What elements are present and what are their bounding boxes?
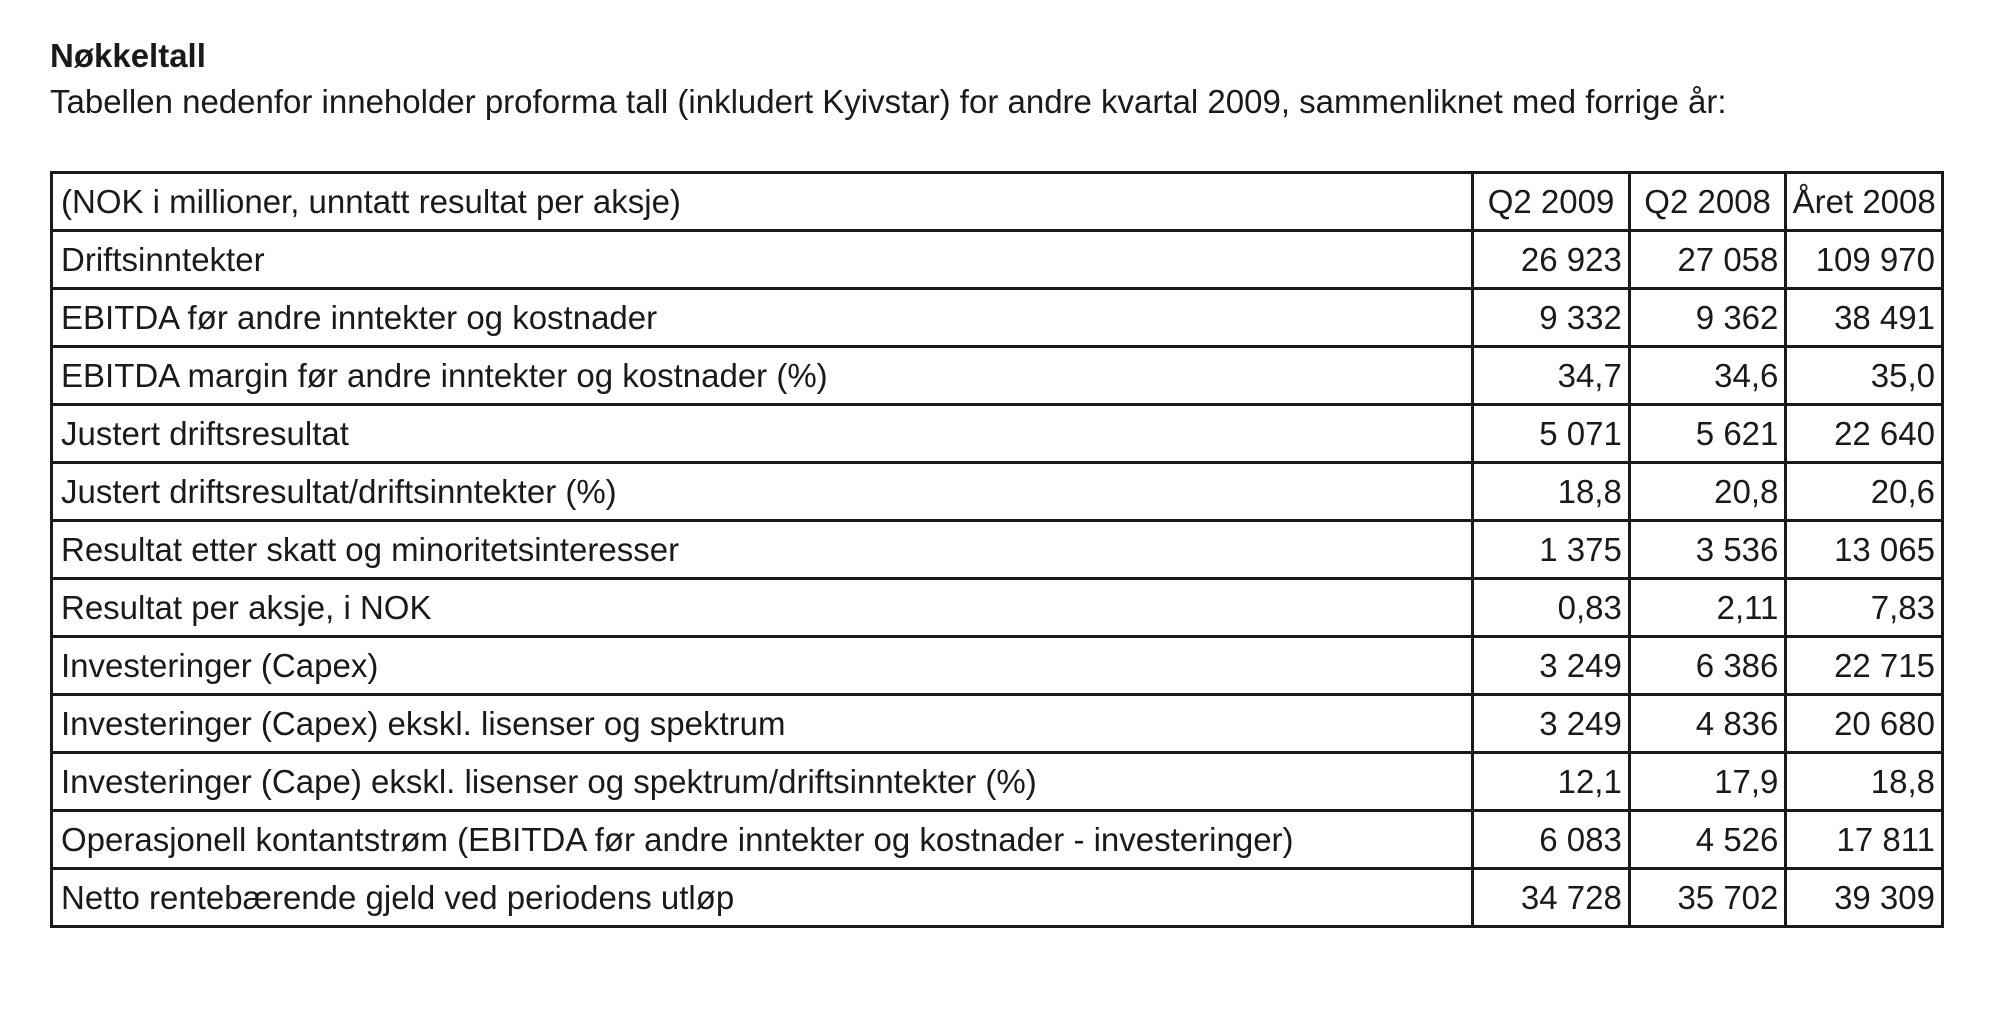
value-cell-q2-2008: 17,9 [1629, 753, 1786, 811]
row-label: Justert driftsresultat/driftsinntekter (%) [52, 463, 1473, 521]
table-row [52, 811, 1943, 869]
table-row [52, 869, 1943, 927]
table-row [52, 463, 1943, 521]
value-cell-q2-2009: 0,83 [1473, 579, 1630, 637]
value-cell-year-2008: 20 680 [1786, 695, 1943, 753]
value-cell-year-2008: 22 715 [1786, 637, 1943, 695]
table-row [52, 289, 1943, 347]
value-cell-q2-2009: 34,7 [1473, 347, 1630, 405]
column-header-q2-2008: Q2 2008 [1629, 173, 1786, 231]
value-cell-q2-2008: 5 621 [1629, 405, 1786, 463]
table-row [52, 579, 1943, 637]
value-cell-q2-2008: 4 526 [1629, 811, 1786, 869]
row-label: Resultat per aksje, i NOK [52, 579, 1473, 637]
value-cell-year-2008: 35,0 [1786, 347, 1943, 405]
page-title: Nøkkeltall [50, 37, 206, 74]
key-figures-table [50, 171, 1944, 928]
value-cell-q2-2008: 27 058 [1629, 231, 1786, 289]
value-cell-q2-2008: 2,11 [1629, 579, 1786, 637]
value-cell-year-2008: 109 970 [1786, 231, 1943, 289]
value-cell-q2-2009: 3 249 [1473, 695, 1630, 753]
table-header-row [52, 173, 1943, 231]
column-header-q2-2009: Q2 2009 [1473, 173, 1630, 231]
value-cell-q2-2008: 4 836 [1629, 695, 1786, 753]
header-label-cell: (NOK i millioner, unntatt resultat per aksje) [52, 173, 1473, 231]
value-cell-year-2008: 17 811 [1786, 811, 1943, 869]
table-row [52, 231, 1943, 289]
value-cell-year-2008: 38 491 [1786, 289, 1943, 347]
value-cell-q2-2008: 3 536 [1629, 521, 1786, 579]
column-header-year-2008: Året 2008 [1786, 173, 1943, 231]
table-row [52, 405, 1943, 463]
value-cell-q2-2009: 3 249 [1473, 637, 1630, 695]
value-cell-year-2008: 39 309 [1786, 869, 1943, 927]
table-row [52, 521, 1943, 579]
row-label: Operasjonell kontantstrøm (EBITDA før andre inntekter og kostnader - investeringer) [52, 811, 1473, 869]
row-label: EBITDA før andre inntekter og kostnader [52, 289, 1473, 347]
table-row [52, 753, 1943, 811]
value-cell-year-2008: 7,83 [1786, 579, 1943, 637]
row-label: Resultat etter skatt og minoritetsinteresser [52, 521, 1473, 579]
value-cell-year-2008: 22 640 [1786, 405, 1943, 463]
value-cell-q2-2009: 12,1 [1473, 753, 1630, 811]
value-cell-q2-2009: 9 332 [1473, 289, 1630, 347]
value-cell-q2-2008: 6 386 [1629, 637, 1786, 695]
table-row [52, 695, 1943, 753]
value-cell-q2-2009: 34 728 [1473, 869, 1630, 927]
row-label: Driftsinntekter [52, 231, 1473, 289]
value-cell-q2-2009: 1 375 [1473, 521, 1630, 579]
value-cell-q2-2009: 26 923 [1473, 231, 1630, 289]
value-cell-q2-2009: 5 071 [1473, 405, 1630, 463]
table-row [52, 347, 1943, 405]
value-cell-year-2008: 20,6 [1786, 463, 1943, 521]
value-cell-q2-2009: 18,8 [1473, 463, 1630, 521]
row-label: Investeringer (Cape) ekskl. lisenser og spektrum/driftsinntekter (%) [52, 753, 1473, 811]
value-cell-q2-2008: 20,8 [1629, 463, 1786, 521]
value-cell-q2-2009: 6 083 [1473, 811, 1630, 869]
value-cell-q2-2008: 35 702 [1629, 869, 1786, 927]
intro-text: Tabellen nedenfor inneholder proforma tall (inkludert Kyivstar) for andre kvartal 2009, sammenliknet med forrige år: [50, 83, 1727, 120]
row-label: Investeringer (Capex) ekskl. lisenser og spektrum [52, 695, 1473, 753]
value-cell-year-2008: 18,8 [1786, 753, 1943, 811]
value-cell-year-2008: 13 065 [1786, 521, 1943, 579]
row-label: EBITDA margin før andre inntekter og kostnader (%) [52, 347, 1473, 405]
row-label: Investeringer (Capex) [52, 637, 1473, 695]
table-row [52, 637, 1943, 695]
value-cell-q2-2008: 9 362 [1629, 289, 1786, 347]
row-label: Netto rentebærende gjeld ved periodens utløp [52, 869, 1473, 927]
value-cell-q2-2008: 34,6 [1629, 347, 1786, 405]
row-label: Justert driftsresultat [52, 405, 1473, 463]
